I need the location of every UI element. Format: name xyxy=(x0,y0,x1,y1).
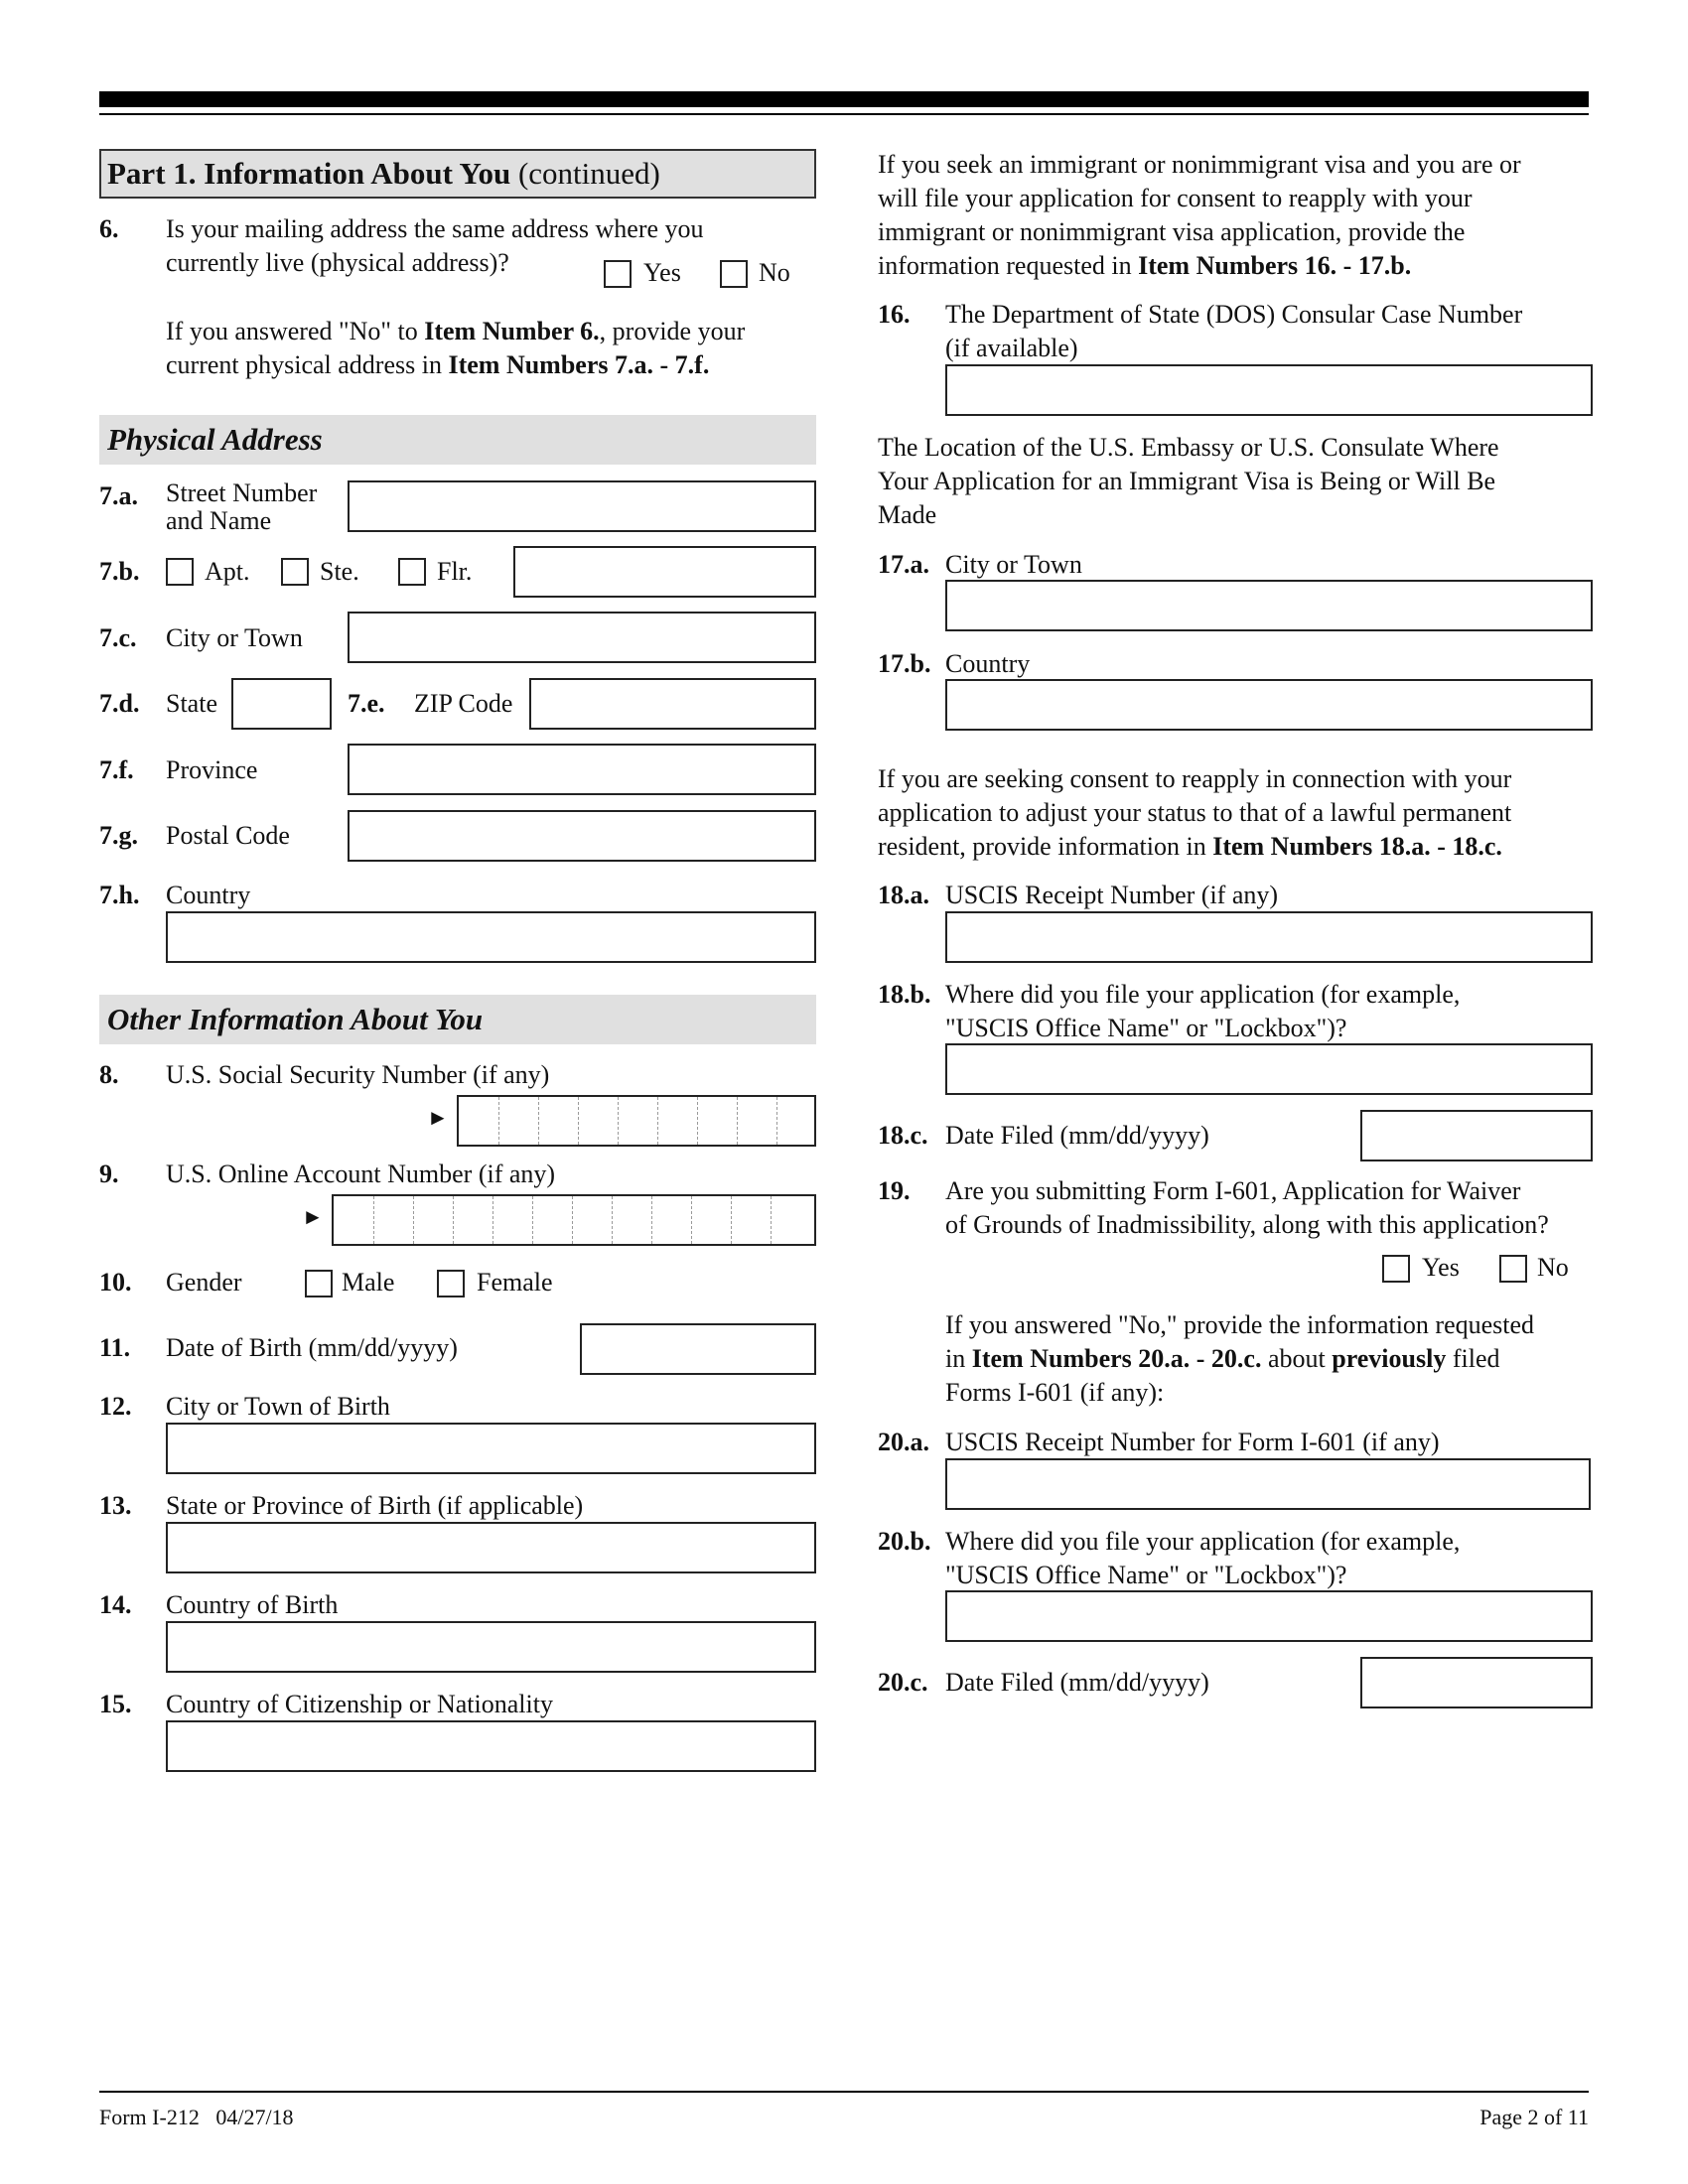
adjust-intro3-pre: resident, provide information in xyxy=(878,832,1213,861)
i601-note-line3: Forms I-601 (if any): xyxy=(945,1378,1165,1407)
i601-no-checkbox[interactable] xyxy=(1499,1255,1527,1283)
q6-yes-label: Yes xyxy=(643,258,681,287)
other-info-header: Other Information About You xyxy=(99,995,816,1044)
male-label: Male xyxy=(342,1268,395,1297)
receipt-number-label: USCIS Receipt Number (if any) xyxy=(945,881,1279,909)
q11-number: 11. xyxy=(99,1333,131,1362)
q6-note1-bold: Item Number 6. xyxy=(424,317,600,345)
online-arrow-icon: ► xyxy=(302,1204,324,1229)
dob-label: Date of Birth (mm/dd/yyyy) xyxy=(166,1333,458,1362)
i601-note2-pre: in xyxy=(945,1344,972,1373)
online-account-input[interactable] xyxy=(332,1194,816,1246)
ssn-digit-divider xyxy=(776,1097,777,1145)
male-checkbox[interactable] xyxy=(305,1270,333,1297)
i601-date-label: Date Filed (mm/dd/yyyy) xyxy=(945,1668,1209,1697)
i601-office-input[interactable] xyxy=(945,1590,1593,1642)
q8-number: 8. xyxy=(99,1060,119,1089)
street-label-line2: and Name xyxy=(166,506,272,535)
date-filed-label: Date Filed (mm/dd/yyyy) xyxy=(945,1121,1209,1150)
i601-note2-bold2: previously xyxy=(1332,1344,1447,1373)
online-digit-divider xyxy=(413,1196,414,1244)
consulate-country-label: Country xyxy=(945,649,1031,678)
ssn-digit-divider xyxy=(618,1097,619,1145)
apt-label: Apt. xyxy=(205,557,250,586)
ssn-digit-divider xyxy=(737,1097,738,1145)
footer-rule xyxy=(99,2091,1589,2093)
flr-checkbox[interactable] xyxy=(398,558,426,586)
dos-case-label-line2: (if available) xyxy=(945,334,1078,362)
ste-label: Ste. xyxy=(320,557,359,586)
zip-label: ZIP Code xyxy=(414,689,513,718)
ssn-digit-divider xyxy=(578,1097,579,1145)
flr-label: Flr. xyxy=(437,557,473,586)
online-digit-divider xyxy=(532,1196,533,1244)
visa-intro-line2: will file your application for consent to reapply with your xyxy=(878,184,1473,212)
ssn-input[interactable] xyxy=(457,1095,816,1147)
birth-country-label: Country of Birth xyxy=(166,1590,339,1619)
location-intro-line1: The Location of the U.S. Embassy or U.S. Consulate Where xyxy=(878,433,1499,462)
consulate-city-label: City or Town xyxy=(945,550,1082,579)
gender-label: Gender xyxy=(166,1268,242,1297)
street-label-line1: Street Number xyxy=(166,478,318,507)
q6-note2-bold: Item Numbers 7.a. - 7.f. xyxy=(448,350,710,379)
birth-city-label: City or Town of Birth xyxy=(166,1392,390,1421)
q20c-number: 20.c. xyxy=(878,1668,928,1697)
ssn-digit-divider xyxy=(538,1097,539,1145)
part-suffix: (continued) xyxy=(517,156,660,191)
birth-city-input[interactable] xyxy=(166,1423,816,1474)
online-digit-divider xyxy=(572,1196,573,1244)
street-input[interactable] xyxy=(348,480,816,532)
q7c-number: 7.c. xyxy=(99,623,137,652)
q6-note-line2 xyxy=(166,348,709,382)
i601-note2-bold1: Item Numbers 20.a. - 20.c. xyxy=(971,1344,1262,1373)
online-digit-divider xyxy=(612,1196,613,1244)
postal-label: Postal Code xyxy=(166,821,290,850)
female-label: Female xyxy=(477,1268,553,1297)
dos-case-label-line1: The Department of State (DOS) Consular Case Number xyxy=(945,300,1523,329)
online-digit-divider xyxy=(651,1196,652,1244)
q10-number: 10. xyxy=(99,1268,132,1297)
q17a-number: 17.a. xyxy=(878,550,929,579)
q12-number: 12. xyxy=(99,1392,132,1421)
i601-date-input[interactable] xyxy=(1360,1657,1593,1708)
birth-state-label: State or Province of Birth (if applicable) xyxy=(166,1491,584,1520)
birth-state-input[interactable] xyxy=(166,1522,816,1573)
q7f-number: 7.f. xyxy=(99,755,134,784)
q6-no-label: No xyxy=(759,258,790,287)
female-checkbox[interactable] xyxy=(437,1270,465,1297)
i601-yes-label: Yes xyxy=(1422,1253,1460,1282)
i601-receipt-label: USCIS Receipt Number for Form I-601 (if any) xyxy=(945,1428,1440,1456)
i601-receipt-input[interactable] xyxy=(945,1458,1591,1510)
online-digit-divider xyxy=(453,1196,454,1244)
country-input[interactable] xyxy=(166,911,816,963)
city-input[interactable] xyxy=(348,612,816,663)
consulate-city-input[interactable] xyxy=(945,580,1593,631)
q6-number: 6. xyxy=(99,214,119,243)
filing-office-label-line1: Where did you file your application (for example, xyxy=(945,980,1461,1009)
q6-note1-pre: If you answered "No" to xyxy=(166,317,425,345)
q7b-number: 7.b. xyxy=(99,557,140,586)
province-label: Province xyxy=(166,755,258,784)
adjust-intro-line3 xyxy=(878,830,1502,864)
i601-note2-mid: about xyxy=(1261,1344,1333,1373)
i601-note-line1: If you answered "No," provide the information requested xyxy=(945,1310,1535,1339)
online-digit-divider xyxy=(771,1196,772,1244)
online-digit-divider xyxy=(492,1196,493,1244)
zip-input[interactable] xyxy=(529,678,816,730)
receipt-number-input[interactable] xyxy=(945,911,1593,963)
q20a-number: 20.a. xyxy=(878,1428,929,1456)
i601-yes-checkbox[interactable] xyxy=(1382,1255,1410,1283)
q20b-number: 20.b. xyxy=(878,1527,931,1556)
location-intro-line3: Made xyxy=(878,500,937,529)
q6-line2: currently live (physical address)? xyxy=(166,248,509,277)
part-title: Part 1. Information About You xyxy=(107,156,511,191)
q7h-number: 7.h. xyxy=(99,881,140,909)
online-digit-divider xyxy=(731,1196,732,1244)
ssn-arrow-icon: ► xyxy=(427,1105,449,1130)
country-label: Country xyxy=(166,881,251,909)
i601-office-label-line1: Where did you file your application (for example, xyxy=(945,1527,1461,1556)
adjust-intro-line2: application to adjust your status to that of a lawful permanent xyxy=(878,798,1512,827)
q7e-number: 7.e. xyxy=(348,689,385,718)
visa-intro-line3: immigrant or nonimmigrant visa application, provide the xyxy=(878,217,1466,246)
q14-number: 14. xyxy=(99,1590,132,1619)
dos-case-input[interactable] xyxy=(945,364,1593,416)
visa-intro4-pre: information requested in xyxy=(878,251,1139,280)
footer-form-id: Form I-212 04/27/18 xyxy=(99,2105,294,2129)
state-label: State xyxy=(166,689,217,718)
adjust-intro3-bold: Item Numbers 18.a. - 18.c. xyxy=(1212,832,1502,861)
i601-note2-post: filed xyxy=(1446,1344,1500,1373)
ssn-digit-divider xyxy=(697,1097,698,1145)
top-thick-rule xyxy=(99,91,1589,107)
online-account-label: U.S. Online Account Number (if any) xyxy=(166,1160,556,1188)
filing-office-input[interactable] xyxy=(945,1043,1593,1095)
q6-yes-checkbox[interactable] xyxy=(604,260,632,288)
q15-number: 15. xyxy=(99,1690,132,1718)
q18c-number: 18.c. xyxy=(878,1121,928,1150)
citizenship-label: Country of Citizenship or Nationality xyxy=(166,1690,553,1718)
q17b-number: 17.b. xyxy=(878,649,931,678)
apt-checkbox[interactable] xyxy=(166,558,194,586)
i601-question-line2: of Grounds of Inadmissibility, along with this application? xyxy=(945,1210,1549,1239)
q19-number: 19. xyxy=(878,1176,911,1205)
i601-no-label: No xyxy=(1537,1253,1569,1282)
part-header xyxy=(99,149,816,199)
ssn-digit-divider xyxy=(498,1097,499,1145)
state-input[interactable] xyxy=(231,678,332,730)
q6-note1-post: , provide your xyxy=(599,317,746,345)
consulate-country-input[interactable] xyxy=(945,679,1593,731)
top-thin-rule xyxy=(99,113,1589,115)
province-input[interactable] xyxy=(348,744,816,795)
visa-intro4-bold: Item Numbers 16. - 17.b. xyxy=(1138,251,1412,280)
q9-number: 9. xyxy=(99,1160,119,1188)
ssn-digit-divider xyxy=(657,1097,658,1145)
q6-note2-pre: current physical address in xyxy=(166,350,449,379)
q6-line1: Is your mailing address the same address where you xyxy=(166,214,704,243)
ste-checkbox[interactable] xyxy=(281,558,309,586)
postal-input[interactable] xyxy=(348,810,816,862)
q16-number: 16. xyxy=(878,300,911,329)
visa-intro-line1: If you seek an immigrant or nonimmigrant visa and you are or xyxy=(878,150,1521,179)
footer-page-number: Page 2 of 11 xyxy=(1479,2105,1589,2129)
q13-number: 13. xyxy=(99,1491,132,1520)
citizenship-input[interactable] xyxy=(166,1720,816,1772)
ssn-label: U.S. Social Security Number (if any) xyxy=(166,1060,550,1089)
i601-note-line2 xyxy=(945,1342,1500,1376)
dob-input[interactable] xyxy=(580,1323,816,1375)
q6-note-line1 xyxy=(166,315,745,348)
location-intro-line2: Your Application for an Immigrant Visa is Being or Will Be xyxy=(878,467,1496,495)
i601-office-label-line2: "USCIS Office Name" or "Lockbox")? xyxy=(945,1561,1347,1589)
q7a-number: 7.a. xyxy=(99,481,138,510)
online-digit-divider xyxy=(373,1196,374,1244)
unit-number-input[interactable] xyxy=(513,546,816,598)
online-digit-divider xyxy=(691,1196,692,1244)
adjust-intro-line1: If you are seeking consent to reapply in connection with your xyxy=(878,764,1512,793)
city-label: City or Town xyxy=(166,623,303,652)
visa-intro-line4 xyxy=(878,249,1411,283)
q6-no-checkbox[interactable] xyxy=(720,260,748,288)
i601-question-line1: Are you submitting Form I-601, Application for Waiver xyxy=(945,1176,1521,1205)
q18a-number: 18.a. xyxy=(878,881,929,909)
q7g-number: 7.g. xyxy=(99,821,138,850)
filing-office-label-line2: "USCIS Office Name" or "Lockbox")? xyxy=(945,1014,1347,1042)
q7d-number: 7.d. xyxy=(99,689,140,718)
birth-country-input[interactable] xyxy=(166,1621,816,1673)
physical-address-header: Physical Address xyxy=(99,415,816,465)
q18b-number: 18.b. xyxy=(878,980,931,1009)
date-filed-input[interactable] xyxy=(1360,1110,1593,1161)
